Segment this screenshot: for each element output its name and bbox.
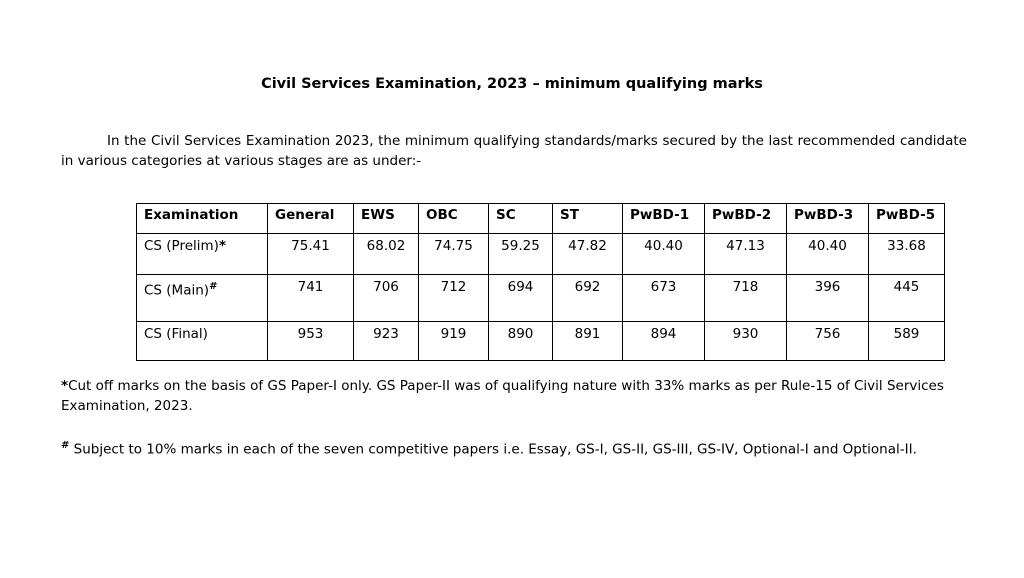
table-row xyxy=(137,275,945,322)
table-cell: 706 xyxy=(354,275,419,322)
header-pwbd3: PwBD-3 xyxy=(787,204,869,234)
table-cell: 756 xyxy=(787,322,869,361)
table-cell: 40.40 xyxy=(787,234,869,275)
qualifying-marks-table xyxy=(136,203,945,361)
table-cell: 923 xyxy=(354,322,419,361)
table-cell: 445 xyxy=(869,275,945,322)
asterisk-mark: * xyxy=(218,238,226,254)
table-cell: 68.02 xyxy=(354,234,419,275)
table-cell: 891 xyxy=(553,322,623,361)
table-cell: 33.68 xyxy=(869,234,945,275)
intro-paragraph: In the Civil Services Examination 2023, the minimum qualifying standards/marks secured by the last recommended candidate in various categories at various stages are as under:- xyxy=(61,133,967,169)
row-label-final: CS (Final) xyxy=(137,322,268,361)
table-cell: 712 xyxy=(419,275,489,322)
table-cell: 930 xyxy=(705,322,787,361)
table-row xyxy=(137,234,945,275)
table-cell: 741 xyxy=(268,275,354,322)
header-sc: SC xyxy=(489,204,553,234)
header-pwbd1: PwBD-1 xyxy=(623,204,705,234)
table-cell: 75.41 xyxy=(268,234,354,275)
table-cell: 59.25 xyxy=(489,234,553,275)
footnote-prelim xyxy=(61,376,967,416)
header-pwbd2: PwBD-2 xyxy=(705,204,787,234)
header-obc: OBC xyxy=(419,204,489,234)
header-general: General xyxy=(268,204,354,234)
table-cell: 74.75 xyxy=(419,234,489,275)
footnote-prelim-text: Cut off marks on the basis of GS Paper-I only. GS Paper-II was of qualifying nature with 33% marks as per Rule-15 of Civil Services Examination, 2023. xyxy=(61,378,944,414)
page-title: Civil Services Examination, 2023 – minimum qualifying marks xyxy=(261,76,763,92)
asterisk-mark: * xyxy=(61,378,69,394)
row-label-main: CS (Main)# xyxy=(137,275,268,322)
table-cell: 673 xyxy=(623,275,705,322)
header-examination: Examination xyxy=(137,204,268,234)
header-st: ST xyxy=(553,204,623,234)
table-cell: 396 xyxy=(787,275,869,322)
hash-mark: # xyxy=(209,281,218,292)
table-cell: 953 xyxy=(268,322,354,361)
table-header-row xyxy=(137,204,945,234)
table-cell: 47.82 xyxy=(553,234,623,275)
table-cell: 718 xyxy=(705,275,787,322)
table-cell: 890 xyxy=(489,322,553,361)
table-cell: 694 xyxy=(489,275,553,322)
footnote-main-text: Subject to 10% marks in each of the seven competitive papers i.e. Essay, GS-I, GS-II, GS-III, GS-IV, Optional-I and Optional-II. xyxy=(69,441,917,458)
table-row xyxy=(137,322,945,361)
row-label-prelim: CS (Prelim)* xyxy=(137,234,268,275)
header-pwbd5: PwBD-5 xyxy=(869,204,945,234)
table-cell: 894 xyxy=(623,322,705,361)
table-cell: 40.40 xyxy=(623,234,705,275)
table-cell: 692 xyxy=(553,275,623,322)
header-ews: EWS xyxy=(354,204,419,234)
table-cell: 589 xyxy=(869,322,945,361)
table-cell: 47.13 xyxy=(705,234,787,275)
hash-mark: # xyxy=(61,440,70,451)
footnote-main xyxy=(61,436,967,460)
table-cell: 919 xyxy=(419,322,489,361)
